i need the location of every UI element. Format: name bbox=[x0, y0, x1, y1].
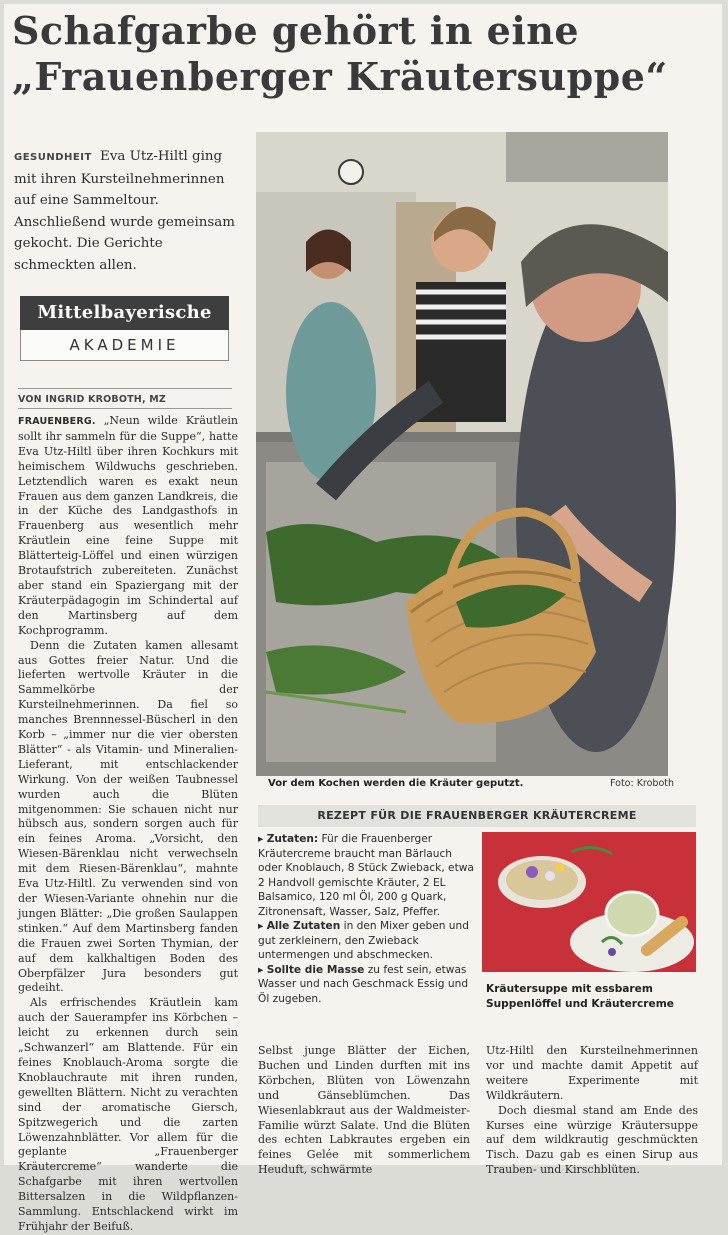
recipe-title: REZEPT FÜR DIE FRAUENBERGER KRÄUTERCREME bbox=[258, 805, 696, 827]
teaser bbox=[14, 146, 236, 276]
byline: VON INGRID KROBOTH, MZ bbox=[18, 394, 167, 405]
teaser-kicker: GESUNDHEIT bbox=[14, 152, 92, 163]
bullet-icon: ▸ bbox=[258, 963, 267, 976]
dish-photo bbox=[482, 832, 696, 972]
byline-rule-bottom bbox=[18, 408, 232, 409]
bullet-icon: ▸ bbox=[258, 833, 267, 845]
headline-line-2: „Frauenberger Kräutersuppe“ bbox=[12, 54, 668, 99]
recipe-step-label: Sollte die Masse bbox=[266, 963, 365, 976]
article-paragraph: Selbst junge Blätter der Eichen, Buchen und Linden durften mit ins Körbchen, Blüten von Löwenzahn und Gänseblümchen. Das Wiesenlabkraut aus der Waldmeister-Familie würzt Salate. Und die Blüten des echten Labkrautes ergeben ein feines Gelée mit sommerlichem Heuduft, schwärmte bbox=[258, 1044, 470, 1177]
recipe-step-text: Für die Frauenberger Kräutercreme braucht man Bärlauch oder Knoblauch, 8 Stück Zwieback, etwa 2 Handvoll gemischte Kräuter, 2 EL Balsamico, 120 ml Öl, 200 g Quark, Zitronensaft, Wasser, Salz, Pfeffer. bbox=[258, 833, 474, 918]
recipe-step-text: in den Mixer geben und gut zerkleinern, den Zwieback untermengen und abschmecken. bbox=[258, 920, 469, 961]
brand-sub: AKADEMIE bbox=[20, 330, 229, 361]
article-paragraph: Utz-Hiltl den Kursteilnehmerinnen vor und machte damit Appetit auf weitere Experimente mit Wildkräutern. bbox=[486, 1044, 698, 1102]
brand-logo bbox=[20, 296, 229, 364]
recipe-step bbox=[258, 963, 474, 1007]
article-column-1 bbox=[18, 414, 239, 1233]
dateline: FRAUENBERG. bbox=[18, 416, 96, 427]
dish-image bbox=[482, 832, 696, 972]
recipe-box bbox=[258, 832, 474, 1042]
byline-rule-top bbox=[18, 388, 232, 389]
dish-caption: Kräutersuppe mit essbarem Suppenlöffel und Kräutercreme bbox=[486, 983, 674, 1010]
brand-name: Mittelbayerische bbox=[20, 296, 229, 330]
recipe-step bbox=[258, 919, 474, 963]
recipe-step-text: zu fest sein, etwas Wasser und nach Geschmack Essig und Öl zugeben. bbox=[258, 963, 469, 1005]
recipe-step bbox=[258, 832, 474, 919]
photo-credit: Foto: Kroboth bbox=[610, 778, 675, 789]
article-paragraph: Denn die Zutaten kamen allesamt aus Gottes freier Natur. Und die lieferten wertvolle Kräuter in die Sammelkörbe der Kursteilnehmerinnen. Da fiel so manches Brennnessel-Büscherl in den Korb – „immer nur die vier obersten Blätter“ - als Vitamin- und Mineralien-Lieferant, mit entschlackender Wirkung. Von der weißen Taubnessel wurden auch die Blüten mitgenommen: Sie schauen nicht nur hübsch aus, sondern sorgen auch für ein feines Aroma. „Vorsicht, den Wiesen-Bärenklau nicht verwechseln mit dem Riesen-Bärenklau“, mahnte Eva Utz-Hiltl. Zu verwenden sind von der Wiesen-Variante ohnehin nur die jungen Blätter: „Die großen Saulappen stinken.“ Auf dem Martinsberg fanden die Frauen zwei Sorten Thymian, der auf dem kalkhaltigen Boden des Oberpfälzer Jura besonders gut gedeiht. bbox=[18, 638, 238, 995]
teaser-text: Eva Utz-Hiltl ging mit ihren Kursteilnehmerinnen auf eine Sammeltour. Anschließend wurde gemeinsam gekocht. Die Gerichte schmeckten allen. bbox=[14, 149, 235, 273]
article-paragraph: Als erfrischendes Kräutlein kam auch der Sauerampfer ins Körbchen – leicht zu erkennen durch sein „Schwanzerl“ am Blattende. Für ein feines Knoblauch-Aroma sorgte die Knoblauchraute mit ihren runden, gewellten Blättern. Nicht zu verachten sind der aromatische Giersch, Spitzwegerich und die zarten Löwenzahnblätter. Vor allem für die geplante „Frauenberger Kräutercreme“ wanderte die Schafgarbe mit ihren wertvollen Bittersalzen in die Wildpflanzen-Sammlung. Entschlackend wirkt im Frühjahr der Beifuß. bbox=[18, 996, 238, 1233]
article-column-2 bbox=[258, 1044, 470, 1177]
headline bbox=[12, 8, 692, 100]
main-photo bbox=[256, 132, 668, 776]
article-paragraph: FRAUENBERG. „Neun wilde Kräutlein sollt ihr sammeln für die Suppe“, hatte Eva Utz-Hiltl über ihren Kochkurs mit heimischem Wildwuchs geschrieben. Letztendlich waren es exakt neun Frauen aus dem ganzen Landkreis, die in der Küche des Landgasthofs in Frauenberg aus wesentlich mehr Kräutlein eine feine Suppe mit Blätterteig-Löffel und einen würzigen Brotaufstrich zubereiteten. Zunächst aber stand ein Spaziergang mit der Kräuterpädagogin im Schindertal auf den Martinsberg auf dem Kochprogramm. bbox=[18, 414, 239, 637]
photo-caption: Vor dem Kochen werden die Kräuter geputzt. bbox=[268, 778, 524, 789]
recipe-step-label: Zutaten: bbox=[266, 833, 319, 845]
photo-image bbox=[256, 132, 668, 776]
recipe-step-label: Alle Zutaten bbox=[266, 920, 341, 932]
article-column-3 bbox=[486, 1044, 698, 1177]
article-paragraph: Doch diesmal stand am Ende des Kurses eine würzige Kräutersuppe auf dem wildkrautig geschmückten Tisch. Dazu gab es einen Sirup aus Trauben- und Kirschblüten. bbox=[486, 1103, 698, 1177]
bullet-icon: ▸ bbox=[258, 920, 267, 932]
headline-line-1: Schafgarbe gehört in eine bbox=[12, 8, 580, 53]
